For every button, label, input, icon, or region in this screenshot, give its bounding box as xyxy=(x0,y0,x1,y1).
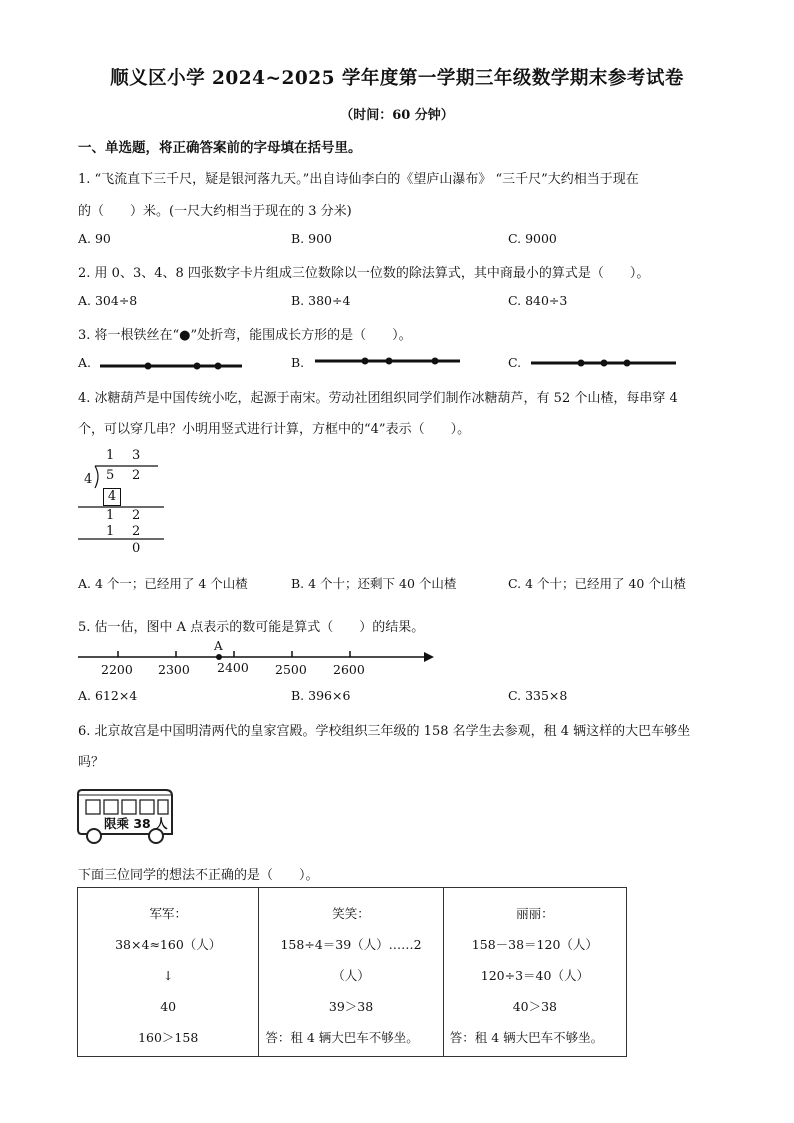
bus-wheel xyxy=(87,829,101,843)
q4-option-b[interactable]: B. 4 个十；还剩下 40 个山楂 xyxy=(291,576,457,591)
tick-label: 2600 xyxy=(333,662,365,677)
wire-a-bend-dot xyxy=(145,363,152,370)
wire-c-bend-dot xyxy=(578,360,585,367)
xiaoxiao-cell xyxy=(259,888,443,1057)
work-line: 答：租 4 辆大巴车不够坐。 xyxy=(449,1030,604,1045)
bus-capacity-sign: 限乘 38 人 xyxy=(104,816,168,831)
q1-option-b[interactable]: B. 900 xyxy=(291,231,332,246)
student-name: 笑笑： xyxy=(332,906,370,921)
question-5-line-1: 5. 估一估，图中 A 点表示的数可能是算式（ ）的结果。 xyxy=(78,620,425,635)
wire-b-figure xyxy=(313,354,463,368)
bus-window xyxy=(158,800,168,814)
work-line: 158－38＝120（人） xyxy=(471,937,598,952)
q5-option-b[interactable]: B. 396×6 xyxy=(291,688,351,703)
wire-a-figure xyxy=(96,358,246,372)
tick-label: 2500 xyxy=(275,662,307,677)
question-6-line-1: 6. 北京故宫是中国明清两代的皇家宫殿。学校组织三年级的 158 名学生去参观，租 4 辆这样的大巴车够坐 xyxy=(78,724,691,739)
student-answers-table xyxy=(77,887,627,1057)
work-line: （人） xyxy=(332,968,370,983)
bus-window xyxy=(122,800,136,814)
q5-option-a[interactable]: A. 612×4 xyxy=(78,688,138,703)
question-2-line-1: 2. 用 0、3、4、8 四张数字卡片组成三位数除以一位数的除法算式，其中商最小的算式是（ ）。 xyxy=(78,266,650,281)
work-line: 40＞38 xyxy=(512,999,558,1014)
arrow-head xyxy=(424,652,434,662)
student-name: 军军： xyxy=(149,906,187,921)
question-4-line-2: 个，可以穿几串？小明用竖式进行计算，方框中的“4”表示（ ）。 xyxy=(78,422,471,437)
q2-option-a[interactable]: A. 304÷8 xyxy=(78,293,138,308)
work-line: 120÷3＝40（人） xyxy=(480,968,589,983)
row-digit: 2 xyxy=(132,524,141,539)
bus-window xyxy=(86,800,100,814)
q5-option-c[interactable]: C. 335×8 xyxy=(508,688,568,703)
q3-option-b[interactable]: B. xyxy=(291,355,305,370)
wire-c-bend-dot xyxy=(601,360,608,367)
question-6-line-3: 下面三位同学的想法不正确的是（ ）。 xyxy=(78,868,319,883)
divisor: 4 xyxy=(84,472,93,487)
q4-option-c[interactable]: C. 4 个十；已经用了 40 个山楂 xyxy=(508,576,686,591)
lili-cell xyxy=(443,888,626,1057)
work-line: ↓ xyxy=(162,968,174,983)
quotient-digit: 3 xyxy=(132,448,141,463)
bus-window xyxy=(140,800,154,814)
work-line: 39＞38 xyxy=(328,999,374,1014)
q1-option-a[interactable]: A. 90 xyxy=(78,231,111,246)
tick-label: 2200 xyxy=(101,662,133,677)
remainder: 0 xyxy=(132,541,141,556)
work-line: 38×4≈160（人） xyxy=(115,937,222,952)
point-a-label: A xyxy=(214,639,223,653)
question-3-line-1: 3. 将一根铁丝在“●”处折弯，能围成长方形的是（ ）。 xyxy=(78,328,412,343)
q4-option-a[interactable]: A. 4 个一；已经用了 4 个山楂 xyxy=(78,576,248,591)
quotient-digit: 1 xyxy=(106,448,115,463)
dividend-digit: 2 xyxy=(132,468,141,483)
wire-a-bend-dot xyxy=(215,363,222,370)
work-line: 158÷4＝39（人）……2 xyxy=(280,937,422,952)
q3-option-c[interactable]: C. xyxy=(508,355,522,370)
section-heading: 一、单选题，将正确答案前的字母填在括号里。 xyxy=(78,140,362,156)
question-1-line-1: 1. “飞流直下三千尺，疑是银河落九天。”出自诗仙李白的《望庐山瀑布》 “三千尺”大约相当于现在 xyxy=(78,172,639,187)
division-bracket xyxy=(95,466,98,488)
division-lines xyxy=(78,446,168,558)
wire-b-bend-dot xyxy=(386,358,393,365)
q1-option-c[interactable]: C. 9000 xyxy=(508,231,557,246)
q2-option-c[interactable]: C. 840÷3 xyxy=(508,293,568,308)
question-6-line-2: 吗？ xyxy=(78,755,105,770)
tick-label: 2300 xyxy=(158,662,190,677)
q2-option-b[interactable]: B. 380÷4 xyxy=(291,293,351,308)
row-digit: 1 xyxy=(106,524,115,539)
wire-c-bend-dot xyxy=(624,360,631,367)
wire-a-bend-dot xyxy=(194,363,201,370)
junjun-cell xyxy=(78,888,259,1057)
tick-label: 2400 xyxy=(217,660,249,675)
q3-option-a[interactable]: A. xyxy=(78,355,92,370)
work-line: 答：租 4 辆大巴车不够坐。 xyxy=(265,1030,419,1045)
work-line: 40 xyxy=(160,999,177,1014)
time-note: （时间：60 分钟） xyxy=(340,108,454,123)
row-digit: 1 xyxy=(106,508,115,523)
question-1-line-2: 的（ ）米。(一尺大约相当于现在的 3 分米) xyxy=(78,204,352,219)
row-digit: 2 xyxy=(132,508,141,523)
wire-c-figure xyxy=(529,356,679,370)
page-title: 顺义区小学 2024~2025 学年度第一学期三年级数学期末参考试卷 xyxy=(110,68,684,89)
wire-b-bend-dot xyxy=(362,358,369,365)
work-line: 160＞158 xyxy=(138,1030,199,1045)
wire-b-bend-dot xyxy=(432,358,439,365)
long-division xyxy=(78,446,168,558)
bus-window xyxy=(104,800,118,814)
boxed-digit: 4 xyxy=(103,488,121,506)
dividend-digit: 5 xyxy=(106,468,115,483)
question-4-line-1: 4. 冰糖葫芦是中国传统小吃，起源于南宋。劳动社团组织同学们制作冰糖葫芦，有 52 个山楂，每串穿 4 xyxy=(78,391,678,406)
student-name: 丽丽： xyxy=(516,906,554,921)
